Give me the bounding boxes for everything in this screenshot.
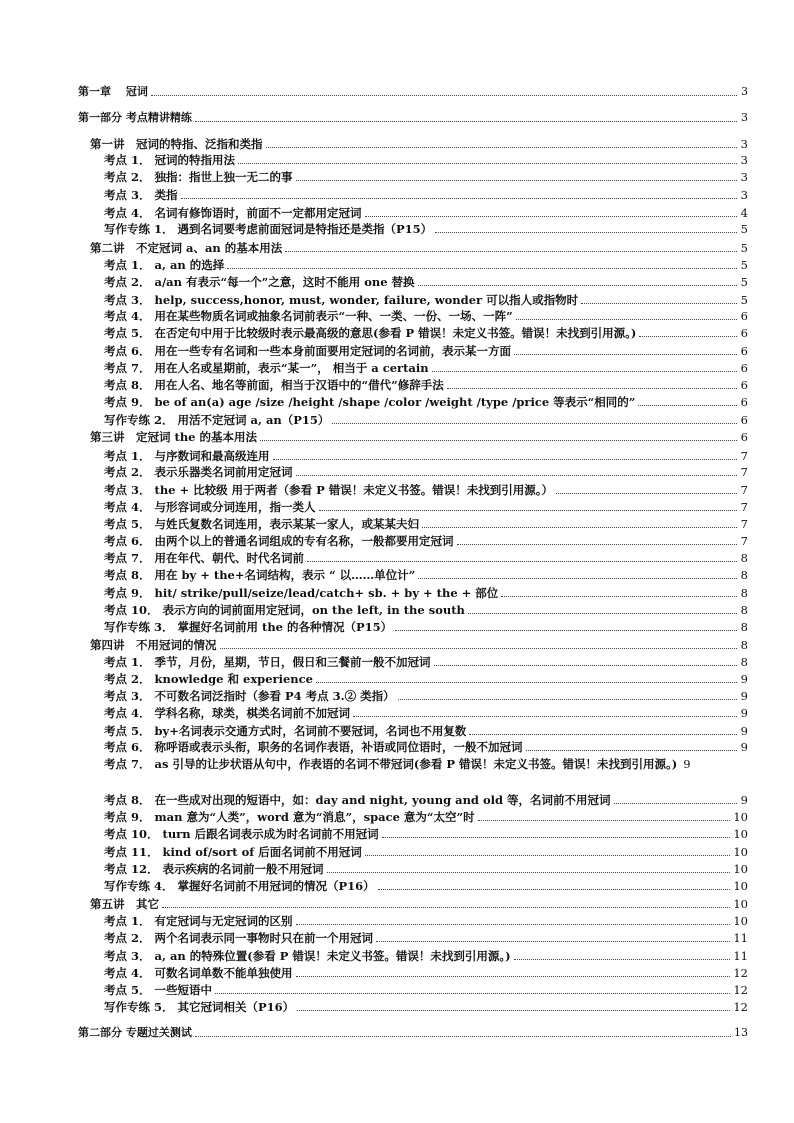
toc-entry-page: 9 xyxy=(683,757,691,771)
toc-entry-title: 考点 9． be of an(a) age /size /height /shape /color /weight /type /price 等表示“相同的” xyxy=(104,395,636,409)
toc-entry-page: 12 xyxy=(733,966,748,980)
toc-entry-title: 考点 4． 学科名称，球类，棋类名词前不加冠词 xyxy=(104,706,351,720)
toc-entry-title: 考点 2． 两个名词表示同一事物时只在前一个用冠词 xyxy=(104,931,374,945)
toc-dot-leader xyxy=(297,1010,730,1011)
toc-entry[interactable] xyxy=(104,153,748,167)
toc-entry[interactable] xyxy=(104,810,748,824)
toc-entry[interactable] xyxy=(104,344,748,358)
toc-entry-title: 考点 4． 与形容词或分词连用，指一类人 xyxy=(104,500,316,514)
toc-entry-page: 8 xyxy=(740,586,748,600)
toc-entry-title: 考点 4． 用在某些物质名词或抽象名词前表示“一种、一类、一份、一场、一阵” xyxy=(104,309,513,323)
toc-entry-title: 第一章 冠词 xyxy=(78,85,148,98)
toc-dot-leader xyxy=(447,388,737,389)
toc-entry[interactable] xyxy=(104,827,748,841)
toc-entry-page: 7 xyxy=(740,465,748,479)
toc-lecture-entry[interactable] xyxy=(90,897,748,911)
toc-lecture-entry[interactable] xyxy=(90,137,748,151)
toc-entry-title: 考点 1． 季节，月份，星期，节日，假日和三餐前一般不加冠词 xyxy=(104,655,431,669)
toc-entry-title: 考点 11． kind of/sort of 后面名词前不用冠词 xyxy=(104,845,362,859)
toc-entry-title: 考点 3． 类指 xyxy=(104,188,178,202)
toc-entry-page: 5 xyxy=(740,258,748,272)
toc-entry-title: 考点 12． 表示疾病的名词前一般不用冠词 xyxy=(104,862,324,876)
toc-entry[interactable] xyxy=(104,500,748,514)
toc-dot-leader xyxy=(418,578,737,579)
toc-entry-page: 7 xyxy=(740,534,748,548)
toc-entry[interactable] xyxy=(104,931,748,945)
toc-entry-page: 6 xyxy=(740,326,748,340)
toc-entry-page: 7 xyxy=(740,500,748,514)
toc-entry[interactable] xyxy=(104,568,748,582)
toc-entry-title: 第四讲 不用冠词的情况 xyxy=(90,638,217,652)
toc-entry-page: 10 xyxy=(733,879,748,893)
toc-entry-page: 11 xyxy=(733,949,748,963)
toc-dot-leader xyxy=(581,303,737,304)
toc-entry[interactable] xyxy=(104,672,748,686)
toc-entry-page: 6 xyxy=(740,395,748,409)
toc-dot-leader xyxy=(220,648,738,649)
toc-entry-page: 9 xyxy=(740,672,748,686)
toc-entry-title: 考点 7． 用在年代、朝代、时代名词前 xyxy=(104,551,305,565)
toc-dot-leader xyxy=(195,121,737,122)
toc-dot-leader xyxy=(395,630,737,631)
toc-entry-page: 12 xyxy=(733,1000,748,1014)
toc-dot-leader xyxy=(162,907,730,908)
toc-entry-page: 6 xyxy=(740,430,748,444)
toc-entry[interactable] xyxy=(104,293,748,307)
toc-entry[interactable] xyxy=(104,378,748,392)
toc-entry-page: 12 xyxy=(733,983,748,997)
toc-entry[interactable] xyxy=(104,188,748,202)
toc-dot-leader xyxy=(514,959,731,960)
toc-entry[interactable] xyxy=(104,222,748,236)
toc-dot-leader xyxy=(432,371,737,372)
toc-lecture-entry[interactable] xyxy=(90,638,748,652)
toc-entry-title: 写作专练 3． 掌握好名词前用 the 的各种情况（P15） xyxy=(104,620,393,634)
toc-entry[interactable] xyxy=(104,206,748,220)
toc-entry-title: 考点 4． 名词有修饰语时，前面不一定都用定冠词 xyxy=(104,206,362,220)
toc-entry-page: 6 xyxy=(740,378,748,392)
toc-entry-page: 9 xyxy=(740,740,748,754)
toc-entry[interactable] xyxy=(104,724,748,738)
toc-entry-title: 考点 8． 用在 by + the+名词结构，表示 “ 以……单位计” xyxy=(104,568,416,582)
toc-entry[interactable] xyxy=(104,413,748,427)
toc-dot-leader xyxy=(316,682,737,683)
toc-entry-title: 考点 3． help, success,honor, must, wonder, failure, wonder 可以指人或指物时 xyxy=(104,293,579,307)
toc-entry[interactable] xyxy=(104,170,748,184)
toc-entry[interactable] xyxy=(104,395,748,409)
toc-entry[interactable] xyxy=(104,258,748,272)
toc-dot-leader xyxy=(516,319,737,320)
toc-entry-page: 8 xyxy=(740,620,748,634)
toc-entry-title: 考点 4． 可数名词单数不能单独使用 xyxy=(104,966,293,980)
toc-entry-title: 考点 3． the + 比较级 用于两者（参看 P 错误！未定义书签。错误！未找到引用源。） xyxy=(104,483,554,497)
toc-entry-title: 考点 6． 用在一些专有名词和一些本身前面要用定冠词的名词前，表示某一方面 xyxy=(104,344,512,358)
toc-dot-leader xyxy=(319,510,737,511)
toc-entry-page: 3 xyxy=(740,137,748,151)
toc-dot-leader xyxy=(398,699,737,700)
toc-entry-page: 13 xyxy=(734,1026,748,1039)
toc-lecture-entry[interactable] xyxy=(90,430,748,444)
toc-entry-title: 考点 2． 表示乐器类名词前用定冠词 xyxy=(104,465,293,479)
toc-entry-title: 考点 9． hit/ strike/pull/seize/lead/catch+ sb. + by + the + 部位 xyxy=(104,586,499,600)
toc-dot-leader xyxy=(639,336,737,337)
toc-entry[interactable] xyxy=(104,483,748,497)
toc-entry-page: 9 xyxy=(740,793,748,807)
toc-entry-title: 写作专练 5． 其它冠词相关（P16） xyxy=(104,1000,295,1014)
toc-entry[interactable] xyxy=(104,845,748,859)
toc-entry-page: 8 xyxy=(740,551,748,565)
toc-dot-leader xyxy=(556,493,737,494)
toc-entry-page: 7 xyxy=(740,517,748,531)
toc-entry[interactable] xyxy=(104,655,748,669)
toc-dot-leader xyxy=(478,820,731,821)
toc-dot-leader xyxy=(614,803,737,804)
toc-dot-leader xyxy=(307,561,737,562)
toc-entry-page: 3 xyxy=(740,188,748,202)
toc-entry[interactable] xyxy=(104,689,748,703)
toc-entry[interactable] xyxy=(104,326,748,340)
toc-entry-page: 10 xyxy=(733,897,748,911)
toc-entry[interactable] xyxy=(104,586,748,600)
toc-entry[interactable] xyxy=(104,862,748,876)
toc-dot-leader xyxy=(457,544,737,545)
toc-part-entry[interactable] xyxy=(78,111,748,125)
toc-entry-page: 9 xyxy=(740,706,748,720)
toc-dot-leader xyxy=(266,147,738,148)
toc-entry-title: 考点 10． turn 后跟名词表示成为时名词前不用冠词 xyxy=(104,827,379,841)
toc-dot-leader xyxy=(296,475,737,476)
toc-entry-page: 3 xyxy=(741,111,748,124)
toc-entry-page: 6 xyxy=(740,344,748,358)
toc-entry[interactable] xyxy=(104,517,748,531)
toc-dot-leader xyxy=(327,872,731,873)
toc-entry-title: 考点 9． man 意为“人类”，word 意为“消息”，space 意为“太空”时 xyxy=(104,810,475,824)
toc-entry[interactable] xyxy=(104,1000,748,1014)
toc-entry-page: 8 xyxy=(740,655,748,669)
toc-dot-leader xyxy=(296,180,737,181)
toc-entry[interactable] xyxy=(104,449,748,463)
toc-entry-page: 8 xyxy=(740,638,748,652)
toc-dot-leader xyxy=(296,976,731,977)
toc-entry[interactable] xyxy=(104,603,748,617)
toc-dot-leader xyxy=(418,285,737,286)
toc-entry-page: 8 xyxy=(740,568,748,582)
toc-entry[interactable] xyxy=(104,793,748,807)
toc-dot-leader xyxy=(468,613,737,614)
toc-dot-leader xyxy=(332,423,737,424)
toc-entry[interactable] xyxy=(104,949,748,963)
toc-entry-title: 考点 2． 独指：指世上独一无二的事 xyxy=(104,170,293,184)
toc-entry-page: 3 xyxy=(741,85,748,98)
toc-entry[interactable] xyxy=(104,706,748,720)
toc-entry-title: 考点 5． by+名词表示交通方式时，名词前不要冠词，名词也不用复数 xyxy=(104,724,467,738)
toc-entry-title: 考点 2． a/an 有表示“每一个”之意，这时不能用 one 替换 xyxy=(104,275,415,289)
toc-entry-title: 考点 6． 由两个以上的普通名词组成的专有名称，一般都要用定冠词 xyxy=(104,534,454,548)
toc-entry-page: 6 xyxy=(740,413,748,427)
toc-entry-page: 11 xyxy=(733,931,748,945)
toc-dot-leader xyxy=(238,163,737,164)
toc-entry-title: 考点 7． as 引导的让步状语从句中，作表语的名词不带冠词(参看 P 错误！未定义书签。错误！未找到引用源。) xyxy=(104,757,678,771)
toc-dot-leader xyxy=(195,1036,731,1037)
toc-dot-leader xyxy=(469,734,737,735)
toc-entry-title: 考点 8． 在一些成对出现的短语中，如：day and night, young and old 等，名词前不用冠词 xyxy=(104,793,611,807)
toc-dot-leader xyxy=(376,941,730,942)
toc-entry[interactable] xyxy=(104,534,748,548)
toc-entry-title: 写作专练 4． 掌握好名词前不用冠词的情况（P16） xyxy=(104,879,375,893)
toc-entry-page: 4 xyxy=(740,206,748,220)
toc-entry[interactable] xyxy=(104,914,748,928)
toc-dot-leader xyxy=(353,716,737,717)
toc-entry[interactable] xyxy=(104,275,748,289)
toc-dot-leader xyxy=(215,993,730,994)
toc-entry-title: 考点 6． 称呼语或表示头衔，职务的名词作表语，补语或同位语时，一般不加冠词 xyxy=(104,740,523,754)
toc-entry-title: 第一讲 冠词的特指、泛指和类指 xyxy=(90,137,263,151)
toc-entry-title: 考点 5． 在否定句中用于比较级时表示最高级的意思(参看 P 错误！未定义书签。错误！未找到引用源。) xyxy=(104,326,637,340)
toc-entry[interactable] xyxy=(104,465,748,479)
toc-entry-page: 10 xyxy=(733,810,748,824)
toc-entry-page: 7 xyxy=(740,483,748,497)
toc-entry[interactable] xyxy=(104,755,748,774)
toc-dot-leader xyxy=(422,527,737,528)
toc-dot-leader xyxy=(514,354,737,355)
toc-dot-leader xyxy=(285,251,737,252)
toc-entry-title: 考点 1． 与序数词和最高级连用 xyxy=(104,449,270,463)
toc-entry-title: 考点 1． 冠词的特指用法 xyxy=(104,153,236,167)
toc-entry-page: 7 xyxy=(740,449,748,463)
toc-entry[interactable] xyxy=(104,740,748,754)
toc-entry-page: 3 xyxy=(740,153,748,167)
toc-dot-leader xyxy=(501,596,737,597)
toc-dot-leader xyxy=(382,837,731,838)
toc-entry-title: 考点 1． a, an 的选择 xyxy=(104,258,225,272)
toc-entry-title: 第二部分 专题过关测试 xyxy=(78,1026,192,1039)
toc-dot-leader xyxy=(434,665,737,666)
toc-entry-title: 第二讲 不定冠词 a、an 的基本用法 xyxy=(90,241,283,255)
toc-dot-leader xyxy=(435,232,737,233)
toc-entry-title: 写作专练 1． 遇到名词要考虑前面冠词是特指还是类指（P15） xyxy=(104,222,433,236)
toc-entry-title: 考点 10． 表示方向的词前面用定冠词，on the left, in the south xyxy=(104,603,465,617)
toc-entry-page: 5 xyxy=(740,293,748,307)
toc-entry-page: 6 xyxy=(740,361,748,375)
toc-dot-leader xyxy=(260,440,737,441)
toc-dot-leader xyxy=(273,459,737,460)
toc-entry[interactable] xyxy=(104,620,748,634)
toc-entry-title: 第三讲 定冠词 the 的基本用法 xyxy=(90,430,257,444)
toc-entry-title: 考点 2． knowledge 和 experience xyxy=(104,672,313,686)
toc-entry-title: 考点 5． 与姓氏复数名词连用，表示某某一家人，或某某夫妇 xyxy=(104,517,420,531)
toc-entry[interactable] xyxy=(104,966,748,980)
toc-entry-title: 考点 5． 一些短语中 xyxy=(104,983,213,997)
toc-entry-title: 考点 8． 用在人名、地名等前面，相当于汉语中的“借代”修辞手法 xyxy=(104,378,444,392)
toc-entry-page: 10 xyxy=(733,862,748,876)
toc-entry-title: 考点 1． 有定冠词与无定冠词的区别 xyxy=(104,914,293,928)
toc-entry-title: 考点 7． 用在人名或星期前，表示“某一”， 相当于 a certain xyxy=(104,361,429,375)
toc-entry-page: 8 xyxy=(740,603,748,617)
toc-part-entry[interactable] xyxy=(78,85,748,99)
toc-dot-leader xyxy=(365,855,731,856)
toc-dot-leader xyxy=(227,268,737,269)
toc-entry-title: 考点 3． a, an 的特殊位置(参看 P 错误！未定义书签。错误！未找到引用源。) xyxy=(104,949,511,963)
toc-dot-leader xyxy=(378,889,731,890)
toc-entry-title: 第一部分 考点精讲精练 xyxy=(78,111,192,124)
toc-entry[interactable] xyxy=(104,309,748,323)
toc-entry-page: 10 xyxy=(733,845,748,859)
toc-entry-title: 写作专练 2． 用活不定冠词 a, an（P15） xyxy=(104,413,330,427)
toc-entry-page: 10 xyxy=(733,827,748,841)
toc-entry-page: 5 xyxy=(740,275,748,289)
toc-dot-leader xyxy=(638,405,737,406)
toc-entry-page: 9 xyxy=(740,689,748,703)
toc-entry-page: 5 xyxy=(740,241,748,255)
toc-part-entry[interactable] xyxy=(78,1026,748,1040)
toc-dot-leader xyxy=(296,924,731,925)
toc-entry-title: 第五讲 其它 xyxy=(90,897,159,911)
toc-entry[interactable] xyxy=(104,551,748,565)
toc-dot-leader xyxy=(365,216,737,217)
toc-dot-leader xyxy=(181,198,737,199)
toc-entry-page: 10 xyxy=(733,914,748,928)
toc-entry[interactable] xyxy=(104,361,748,375)
toc-entry-page: 6 xyxy=(740,309,748,323)
toc-entry-title: 考点 3． 不可数名词泛指时（参看 P4 考点 3.② 类指） xyxy=(104,689,395,703)
toc-dot-leader xyxy=(151,95,737,96)
toc-entry[interactable] xyxy=(104,879,748,893)
toc-dot-leader xyxy=(526,750,737,751)
toc-entry-page: 9 xyxy=(740,724,748,738)
toc-entry[interactable] xyxy=(104,983,748,997)
toc-lecture-entry[interactable] xyxy=(90,241,748,255)
toc-entry-page: 3 xyxy=(740,170,748,184)
toc-entry-page: 5 xyxy=(740,222,748,236)
